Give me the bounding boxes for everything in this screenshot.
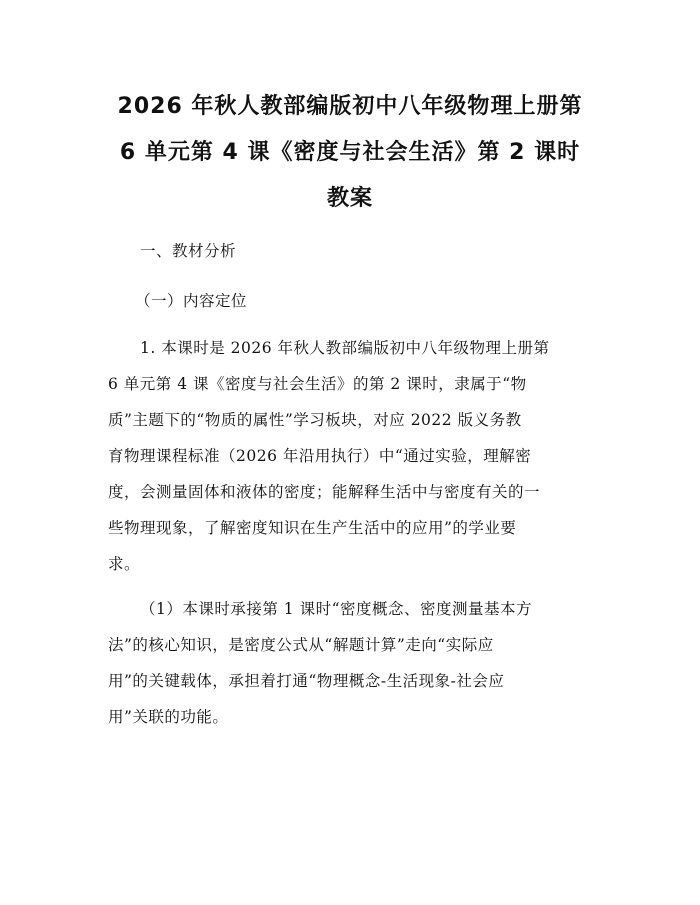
paragraph-line: 育物理课程标准（2026 年沿用执行）中“通过实验，理解密 (108, 447, 532, 465)
paragraph-lesson-role (108, 591, 598, 735)
title-line: 6 单元第 4 课《密度与社会生活》第 2 课时 (119, 140, 581, 165)
section-heading: 一、教材分析 (140, 242, 237, 260)
paragraph-line: 质”主题下的“物质的属性”学习板块，对应 2022 版义务教 (108, 411, 522, 429)
title-line: 教案 (326, 186, 373, 211)
paragraph-line: 些物理现象，了解密度知识在生产生活中的应用”的学业要 (108, 519, 517, 537)
paragraph-line: （1）本课时承接第 1 课时“密度概念、密度测量基本方 (140, 600, 533, 618)
paragraph-line: 用”的关键载体，承担着打通“物理概念-生活现象-社会应 (108, 672, 505, 690)
paragraph-content-positioning (108, 330, 598, 582)
paragraph-line: 6 单元第 4 课《密度与社会生活》的第 2 课时，隶属于“物 (108, 375, 527, 393)
paragraph-line: 1. 本课时是 2026 年秋人教部编版初中八年级物理上册第 (140, 339, 550, 357)
title-line: 2026 年秋人教部编版初中八年级物理上册第 (117, 94, 583, 119)
paragraph-line: 法”的核心知识，是密度公式从“解题计算”走向“实际应 (108, 636, 494, 654)
paragraph-line: 度，会测量固体和液体的密度；能解释生活中与密度有关的一 (108, 483, 541, 501)
subsection-heading: （一）内容定位 (135, 292, 248, 310)
paragraph-line: 求。 (108, 555, 141, 573)
paragraph-line: 用”关联的功能。 (108, 708, 229, 726)
document-title (0, 84, 700, 222)
